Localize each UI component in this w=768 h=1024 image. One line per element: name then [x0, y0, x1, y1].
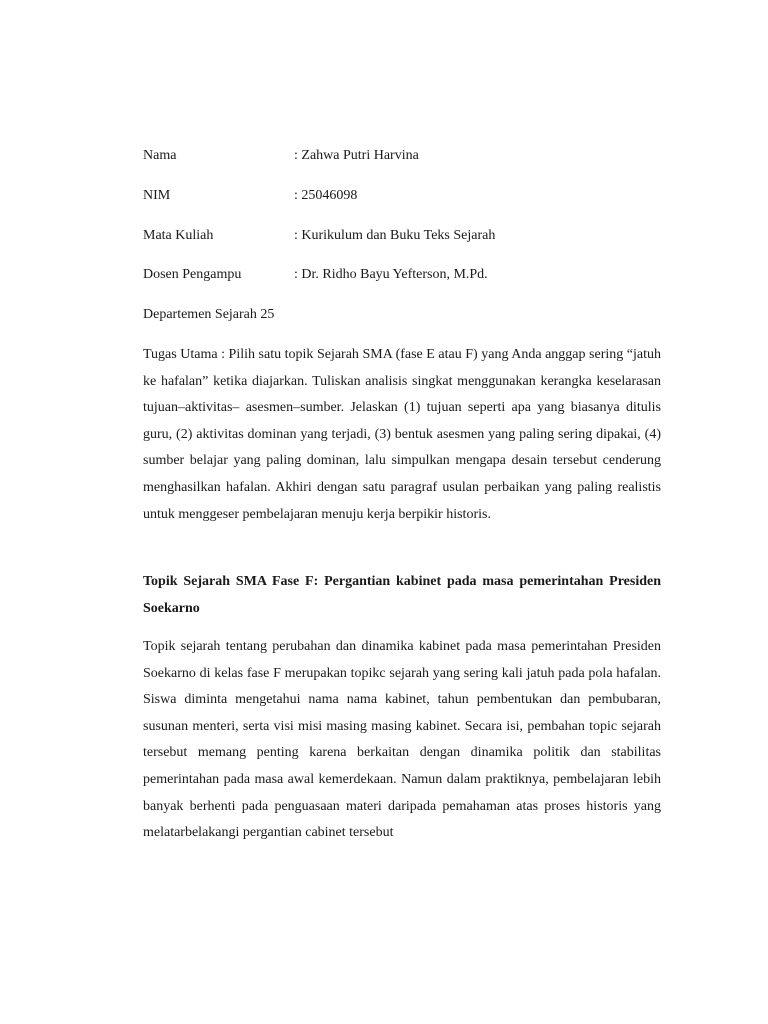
mata-kuliah-label: Mata Kuliah: [143, 228, 214, 243]
topik-heading: Topik Sejarah SMA Fase F: Pergantian kabinet pada masa pemerintahan Presiden Soekarno: [143, 574, 661, 616]
mata-kuliah-value: : Kurikulum dan Buku Teks Sejarah: [294, 228, 496, 243]
identity-row-nim: [143, 186, 663, 206]
identity-row-nama: [143, 146, 663, 166]
dosen-label: Dosen Pengampu: [143, 267, 242, 282]
body-paragraph: Topik sejarah tentang perubahan dan dinamika kabinet pada masa pemerintahan Presiden Soekarno di kelas fase F merupakan topikc sejarah yang sering kali jatuh pada pola hafalan. Siswa diminta mengetahui nama nama kabinet, tahun pembentukan dan pembubaran, susunan menteri, serta visi misi masing masing kabinet. Secara isi, pembahan topic sejarah tersebut memang penting karena berkaitan dengan dinamika politik dan stabilitas pemerintahan pada masa awal kemerdekaan. Namun dalam praktiknya, pembelajaran lebih banyak berhenti pada penguasaan materi daripada pemahaman atas proses historis yang melatarbelakangi pergantian cabinet tersebut: [143, 639, 661, 841]
identity-row-dosen: [143, 265, 663, 285]
nama-value: : Zahwa Putri Harvina: [294, 148, 419, 163]
identity-row-mata-kuliah: [143, 226, 663, 246]
nama-label: Nama: [143, 148, 177, 163]
nim-value: : 25046098: [294, 188, 358, 203]
tugas-utama-paragraph: Tugas Utama : Pilih satu topik Sejarah SMA (fase E atau F) yang Anda anggap sering “jatuh ke hafalan” ketika diajarkan. Tuliskan analisis singkat menggunakan kerangka keselarasan tujuan–aktivitas– asesmen–sumber. Jelaskan (1) tujuan seperti apa yang biasanya ditulis guru, (2) aktivitas dominan yang terjadi, (3) bentuk asesmen yang paling sering dipakai, (4) sumber belajar yang paling dominan, lalu simpulkan mengapa desain tersebut cenderung menghasilkan hafalan. Akhiri dengan satu paragraf usulan perbaikan yang paling realistis untuk menggeser pembelajaran menuju kerja berpikir historis.: [143, 347, 661, 522]
dosen-value: : Dr. Ridho Bayu Yefterson, M.Pd.: [294, 267, 488, 282]
nim-label: NIM: [143, 188, 171, 203]
departemen-line: Departemen Sejarah 25: [143, 307, 275, 322]
